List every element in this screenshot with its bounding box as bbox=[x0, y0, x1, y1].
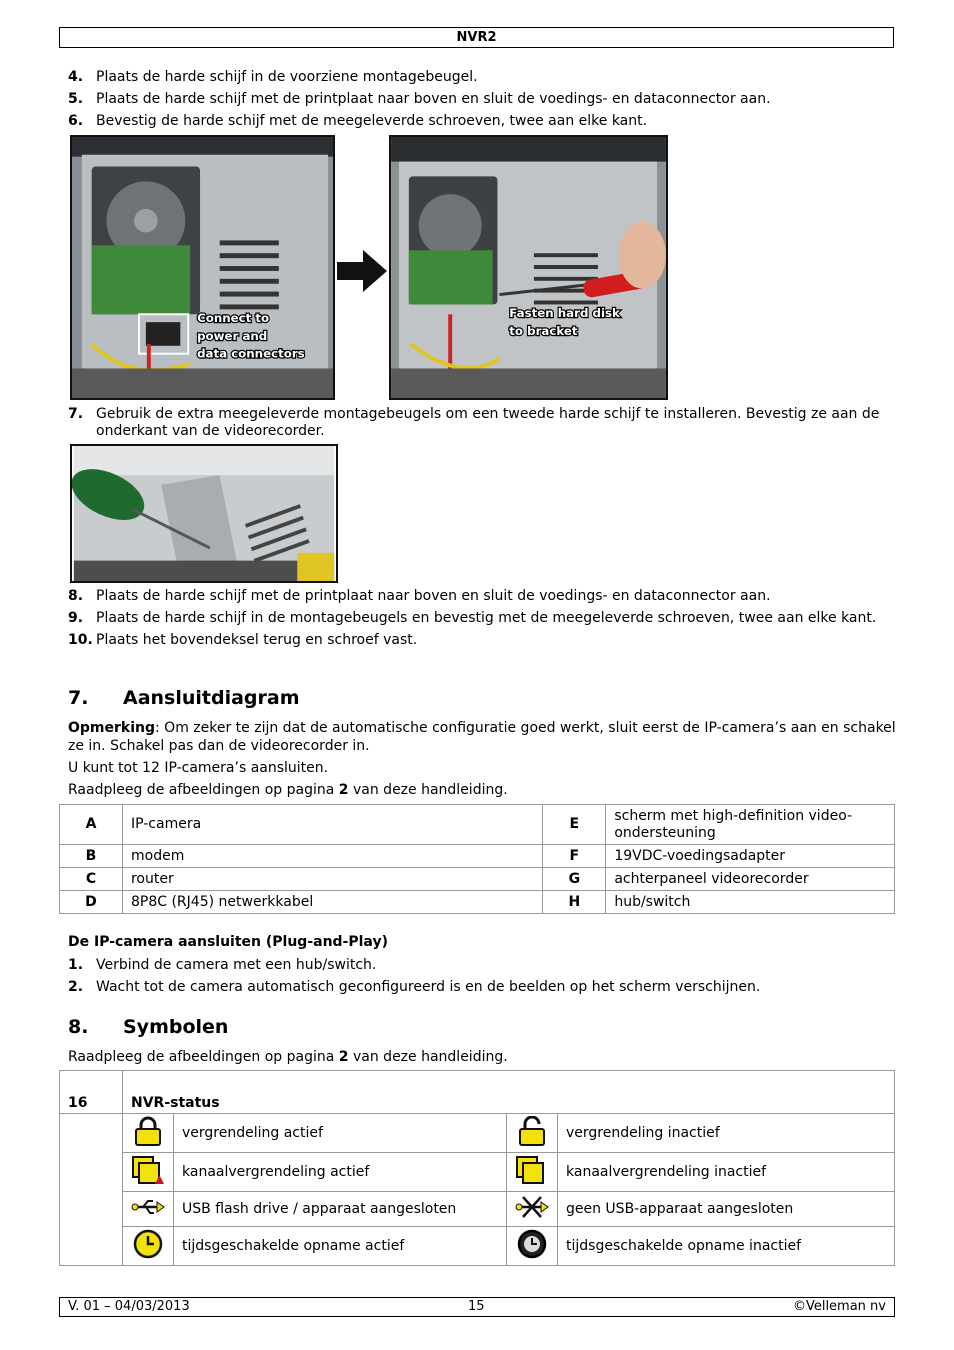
page-footer bbox=[59, 1297, 895, 1317]
plug-and-play-steps bbox=[68, 957, 898, 1001]
list-item: 4. Plaats de harde schijf in de voorziene montagebeugel. bbox=[68, 69, 478, 85]
svg-text:power and: power and bbox=[197, 328, 268, 343]
section-7-heading: 7. Aansluitdiagram bbox=[68, 687, 300, 709]
bracket-mount-image bbox=[72, 446, 336, 581]
section-8-heading: 8. Symbolen bbox=[68, 1016, 229, 1038]
footer-page-number: 15 bbox=[468, 1299, 485, 1314]
table-row: kanaalvergrendeling actief kanaalvergrendeling inactief bbox=[60, 1153, 895, 1192]
list-item: 7. Gebruik de extra meegeleverde montagebeugels om een tweede harde schijf te installeren. Bevestig ze aan de onderkant van de videorecorder. bbox=[68, 406, 880, 439]
list-item: 2. Wacht tot de camera automatisch geconfigureerd is en de beelden op het scherm verschijnen. bbox=[68, 979, 761, 995]
list-item: 6. Bevestig de harde schijf met de meegeleverde schroeven, twee aan elke kant. bbox=[68, 113, 648, 129]
page-header: NVR2 bbox=[59, 27, 894, 48]
hdd-fasten-image bbox=[391, 137, 666, 398]
steps-list-c bbox=[68, 588, 898, 654]
arrow-right-icon bbox=[337, 250, 387, 292]
channel-lock-inactive-icon bbox=[507, 1153, 558, 1192]
svg-text:Connect to: Connect to bbox=[197, 311, 270, 326]
photo-fasten-hdd bbox=[389, 135, 668, 400]
timer-record-active-icon bbox=[123, 1227, 174, 1266]
section-8-reference: Raadpleeg de afbeeldingen op pagina 2 van deze handleiding. bbox=[68, 1049, 508, 1065]
list-item: 8. Plaats de harde schijf met de printplaat naar boven en sluit de voedings- en dataconnector aan. bbox=[68, 588, 771, 604]
list-item: 10. Plaats het bovendeksel terug en schroef vast. bbox=[68, 632, 418, 648]
usb-disconnected-icon bbox=[507, 1192, 558, 1227]
table-row: vergrendeling actief vergrendeling inactief bbox=[60, 1114, 895, 1153]
connection-legend-table bbox=[59, 804, 895, 914]
table-row: C router G achterpaneel videorecorder bbox=[60, 868, 895, 891]
footer-version: V. 01 – 04/03/2013 bbox=[68, 1299, 190, 1314]
table-row: D 8P8C (RJ45) netwerkkabel H hub/switch bbox=[60, 891, 895, 914]
table-row: USB flash drive / apparaat aangesloten geen USB-apparaat aangesloten bbox=[60, 1192, 895, 1227]
table-row: A IP-camera E scherm met high-definition video-ondersteuning bbox=[60, 805, 895, 845]
photo-connect-hdd bbox=[70, 135, 335, 400]
svg-text:Fasten hard disk: Fasten hard disk bbox=[509, 306, 620, 321]
table-row: tijdsgeschakelde opname actief tijdsgeschakelde opname inactief bbox=[60, 1227, 895, 1266]
photo-mount-bracket bbox=[70, 444, 338, 583]
table-row: 16 NVR-status bbox=[60, 1071, 895, 1114]
steps-list-a bbox=[68, 69, 898, 135]
hdd-connect-image bbox=[72, 137, 333, 398]
plug-and-play-heading: De IP-camera aansluiten (Plug-and-Play) bbox=[68, 934, 388, 950]
table-row: B modem F 19VDC-voedingsadapter bbox=[60, 845, 895, 868]
section-7-line2: U kunt tot 12 IP-camera’s aansluiten. bbox=[68, 760, 329, 776]
lock-open-icon bbox=[507, 1114, 558, 1153]
list-item: 1. Verbind de camera met een hub/switch. bbox=[68, 957, 377, 973]
steps-list-b bbox=[68, 406, 898, 445]
usb-connected-icon bbox=[123, 1192, 174, 1227]
footer-copyright: ©Velleman nv bbox=[792, 1299, 886, 1314]
symbols-table bbox=[59, 1070, 895, 1266]
svg-text:to bracket: to bracket bbox=[509, 323, 578, 338]
svg-text:data connectors: data connectors bbox=[197, 346, 305, 361]
list-item: 9. Plaats de harde schijf in de montagebeugels en bevestig met de meegeleverde schroeven, twee aan elke kant. bbox=[68, 610, 877, 626]
section-7-note: Opmerking: Om zeker te zijn dat de automatische configuratie goed werkt, sluit eerst de IP-camera’s aan en schakel ze in. Schakel pas dan de videorecorder in. bbox=[68, 720, 896, 754]
section-7-reference: Raadpleeg de afbeeldingen op pagina 2 van deze handleiding. bbox=[68, 782, 508, 798]
channel-lock-active-icon bbox=[123, 1153, 174, 1192]
timer-record-inactive-icon bbox=[507, 1227, 558, 1266]
lock-closed-icon bbox=[123, 1114, 174, 1153]
list-item: 5. Plaats de harde schijf met de printplaat naar boven en sluit de voedings- en dataconnector aan. bbox=[68, 91, 771, 107]
